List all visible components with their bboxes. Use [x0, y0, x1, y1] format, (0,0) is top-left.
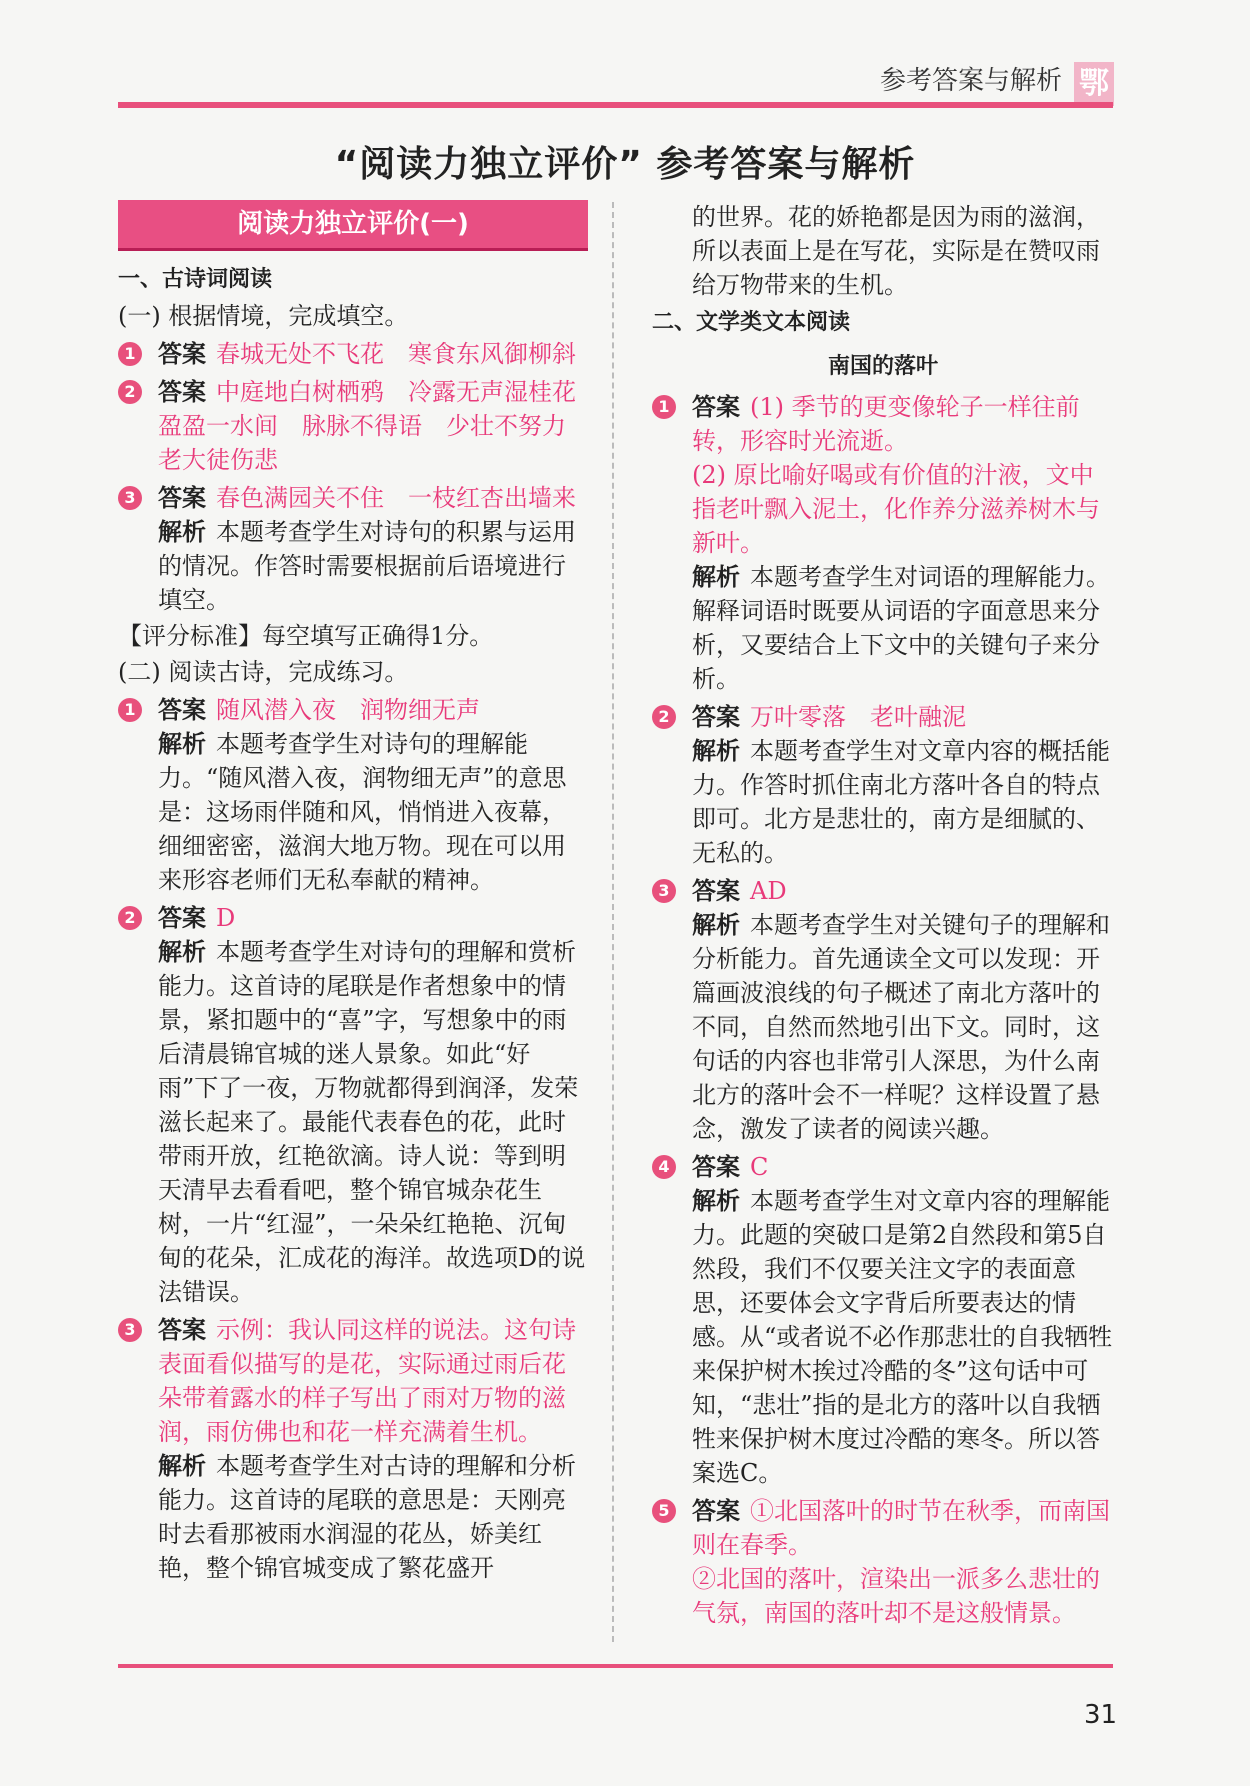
scoring-note: 【评分标准】每空填写正确得1分。 — [118, 622, 494, 650]
answer-text: (1) 季节的更变像轮子一样往前转，形容时光流逝。 — [692, 393, 1080, 455]
answer-label: 答案 — [158, 340, 206, 368]
answer-text: 春色满园关不住 一枝红杏出墙来 — [216, 484, 576, 512]
question-number: 3 — [652, 879, 676, 903]
analysis-label: 解析 — [692, 911, 740, 939]
analysis-text: 本题考查学生对文章内容的概括能力。作答时抓住南北方落叶各自的特点即可。北方是悲壮的，南方是细腻的、无私的。 — [692, 737, 1110, 867]
answer-label: 答案 — [692, 877, 740, 905]
question-item — [118, 337, 588, 371]
answer-label: 答案 — [158, 378, 206, 406]
question-item — [118, 1313, 588, 1585]
right-column — [652, 200, 1114, 1632]
running-header: 参考答案与解析 — [880, 66, 1063, 96]
question-number: 2 — [118, 380, 142, 404]
continued-text: 的世界。花的娇艳都是因为雨的滋润，所以表面上是在写花，实际是在赞叹雨给万物带来的生机。 — [692, 203, 1100, 299]
analysis-label: 解析 — [158, 730, 206, 758]
question-number: 1 — [118, 342, 142, 366]
analysis-text: 本题考查学生对诗句的理解能力。“随风潜入夜，润物细无声”的意思是：这场雨伴随和风，悄悄进入夜幕，细细密密，滋润大地万物。现在可以用来形容老师们无私奉献的精神。 — [158, 730, 567, 894]
answer-label: 答案 — [158, 696, 206, 724]
answer-text: D — [216, 904, 236, 932]
answer-label: 答案 — [692, 393, 740, 421]
answer-text: 万叶零落 老叶融泥 — [750, 703, 966, 731]
answer-label: 答案 — [158, 1316, 206, 1344]
answer-text: 中庭地白树栖鸦 冷露无声湿桂花 盈盈一水间 脉脉不得语 少壮不努力 老大徒伤悲 — [158, 378, 600, 474]
analysis-text: 本题考查学生对关键句子的理解和分析能力。首先通读全文可以发现：开篇画波浪线的句子概述了南北方落叶的不同，自然而然地引出下文。同时，这句话的内容也非常引人深思，为什么南北方的落叶会不一样呢？这样设置了悬念，激发了读者的阅读兴趣。 — [692, 911, 1110, 1143]
subsection-heading: (一) 根据情境，完成填空。 — [118, 302, 409, 330]
analysis-label: 解析 — [158, 938, 206, 966]
column-divider — [612, 202, 614, 1642]
question-item — [652, 1150, 1114, 1490]
header-rule — [118, 102, 1113, 108]
question-number: 5 — [652, 1499, 676, 1523]
analysis — [158, 935, 588, 1309]
question-number: 1 — [652, 395, 676, 419]
answer-text: ①北国落叶的时节在秋季，而南国则在春季。 — [692, 1497, 1110, 1559]
page-title: “阅读力独立评价” 参考答案与解析 — [334, 144, 916, 185]
answer-text: 示例：我认同这样的说法。这句诗表面看似描写的是花，实际通过雨后花朵带着露水的样子写出了雨对万物的滋润，雨仿佛也和花一样充满着生机。 — [158, 1316, 576, 1446]
analysis-text: 本题考查学生对古诗的理解和分析能力。这首诗的尾联的意思是：天刚亮时去看那被雨水润湿的花丛，娇美红艳，整个锦官城变成了繁花盛开 — [158, 1452, 576, 1582]
edition-badge: 鄂 — [1074, 62, 1114, 106]
section-heading: 二、文学类文本阅读 — [652, 310, 851, 335]
question-item — [118, 901, 588, 1309]
answer-text: C — [750, 1153, 769, 1181]
analysis — [692, 908, 1114, 1146]
answer-text: 春城无处不飞花 寒食东风御柳斜 — [216, 340, 576, 368]
left-column — [118, 200, 600, 1587]
footer-rule — [118, 1664, 1113, 1668]
article-title: 南国的落叶 — [827, 354, 938, 379]
analysis — [158, 515, 588, 617]
question-number: 3 — [118, 1318, 142, 1342]
analysis — [692, 734, 1114, 870]
question-item — [118, 693, 588, 897]
analysis-text: 本题考查学生对文章内容的理解能力。此题的突破口是第2自然段和第5自然段，我们不仅要关注文字的表面意思，还要体会文字背后所要表达的情感。从“或者说不必作那悲壮的自我牺牲来保护树木挨过冷酷的冬”这句话中可知，“悲壮”指的是北方的落叶以自我牺牲来保护树木度过冷酷的寒冬。所以答案选C。 — [692, 1187, 1113, 1487]
answer-text: 随风潜入夜 润物细无声 — [216, 696, 480, 724]
question-number: 1 — [118, 698, 142, 722]
question-item — [118, 481, 588, 617]
question-item — [652, 390, 1114, 696]
analysis-label: 解析 — [692, 563, 740, 591]
answer-text: (2) 原比喻好喝或有价值的汁液，文中指老叶飘入泥土，化作养分滋养树木与新叶。 — [692, 461, 1100, 557]
answer-text: ②北国的落叶，渲染出一派多么悲壮的气氛，南国的落叶却不是这般情景。 — [692, 1565, 1100, 1627]
analysis-label: 解析 — [158, 1452, 206, 1480]
analysis — [692, 560, 1114, 696]
answer-label: 答案 — [158, 484, 206, 512]
question-item — [118, 375, 600, 477]
answer-label: 答案 — [692, 703, 740, 731]
analysis-label: 解析 — [158, 518, 206, 546]
question-item — [652, 1494, 1114, 1630]
page-number: 31 — [1084, 1700, 1118, 1730]
subsection-heading: (二) 阅读古诗，完成练习。 — [118, 658, 409, 686]
answer-text: AD — [750, 877, 787, 905]
analysis-label: 解析 — [692, 1187, 740, 1215]
question-item — [652, 874, 1114, 1146]
analysis — [158, 727, 588, 897]
question-number: 4 — [652, 1155, 676, 1179]
analysis — [158, 1449, 588, 1585]
question-item — [652, 700, 1114, 870]
question-number: 3 — [118, 486, 142, 510]
answer-label: 答案 — [692, 1497, 740, 1525]
answer-label: 答案 — [692, 1153, 740, 1181]
analysis-text: 本题考查学生对诗句的积累与运用的情况。作答时需要根据前后语境进行填空。 — [158, 518, 576, 614]
question-number: 2 — [652, 705, 676, 729]
analysis — [692, 1184, 1114, 1490]
analysis-text: 本题考查学生对诗句的理解和赏析能力。这首诗的尾联是作者想象中的情景，紧扣题中的“喜”字，写想象中的雨后清晨锦官城的迷人景象。如此“好雨”下了一夜，万物就都得到润泽，发荣滋长起来了。最能代表春色的花，此时带雨开放，红艳欲滴。诗人说：等到明天清早去看看吧，整个锦官城杂花生树，一片“红湿”，一朵朵红艳艳、沉甸甸的花朵，汇成花的海洋。故选项D的说法错误。 — [158, 938, 586, 1306]
section-heading: 一、古诗词阅读 — [118, 267, 273, 292]
section-banner: 阅读力独立评价(一) — [118, 200, 588, 251]
analysis-text: 本题考查学生对词语的理解能力。解释词语时既要从词语的字面意思来分析，又要结合上下文中的关键句子来分析。 — [692, 563, 1110, 693]
question-number: 2 — [118, 906, 142, 930]
answer-label: 答案 — [158, 904, 206, 932]
analysis-label: 解析 — [692, 737, 740, 765]
